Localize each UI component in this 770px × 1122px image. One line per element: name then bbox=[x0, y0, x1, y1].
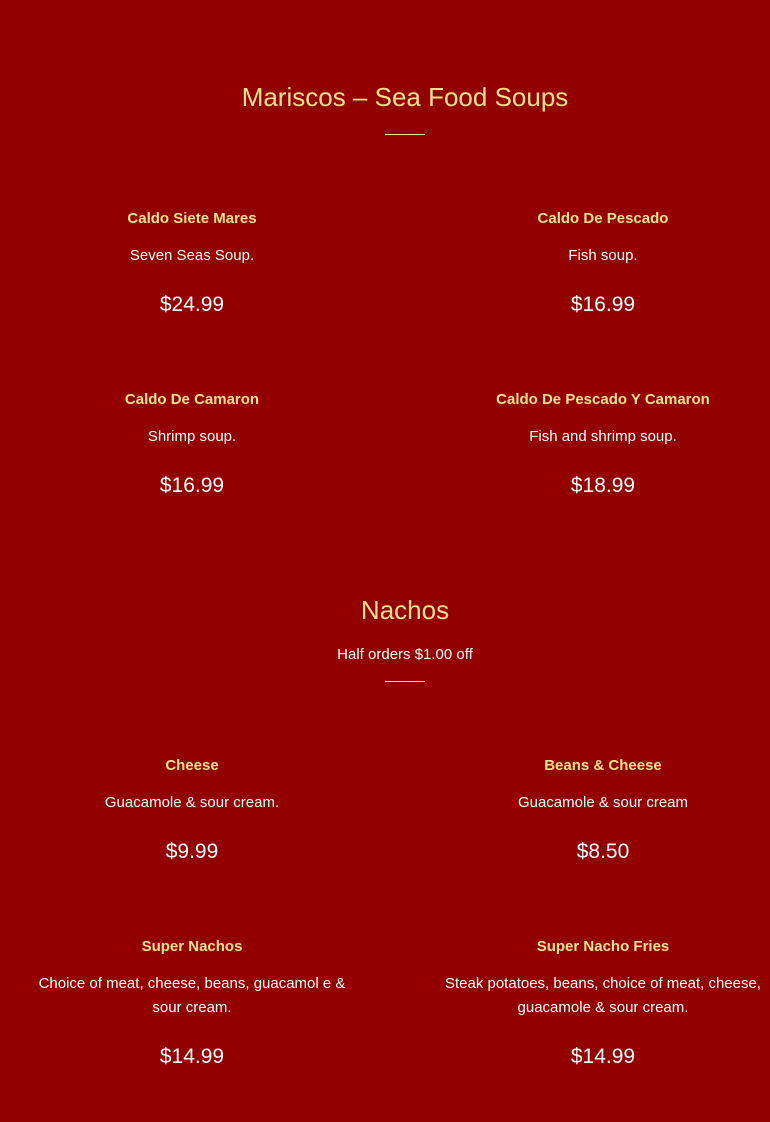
menu-item-description: Steak potatoes, beans, choice of meat, cheese, guacamole & sour cream. bbox=[444, 975, 762, 1016]
menu-item-price: $16.99 bbox=[570, 293, 636, 316]
menu-item-price: $14.99 bbox=[159, 1045, 225, 1068]
menu-item-caldo-de-pescado bbox=[438, 209, 768, 318]
menu-item-caldo-de-camaron bbox=[27, 390, 357, 499]
section-subtitle: Half orders $1.00 off bbox=[337, 646, 473, 663]
menu-item-cheese bbox=[27, 756, 357, 865]
menu-item-description: Choice of meat, cheese, beans, guacamol e & sour cream. bbox=[38, 975, 346, 1016]
menu-item-name: Caldo De Camaron bbox=[124, 391, 260, 408]
menu-item-name: Super Nachos bbox=[141, 938, 243, 955]
menu-item-description: Guacamole & sour cream. bbox=[104, 794, 280, 811]
menu-item-description: Seven Seas Soup. bbox=[129, 247, 255, 264]
section-title-nachos: Nachos bbox=[360, 595, 450, 625]
menu-item-price: $16.99 bbox=[159, 474, 225, 497]
menu-item-price: $14.99 bbox=[570, 1045, 636, 1068]
menu-item-name: Super Nacho Fries bbox=[536, 938, 670, 955]
section-title-mariscos: Mariscos – Sea Food Soups bbox=[241, 82, 569, 112]
section-divider bbox=[385, 134, 425, 135]
menu-item-beans-and-cheese bbox=[438, 756, 768, 865]
menu-item-price: $8.50 bbox=[576, 840, 630, 863]
menu-item-name: Caldo De Pescado Y Camaron bbox=[496, 391, 710, 408]
menu-item-name: Caldo De Pescado bbox=[537, 210, 669, 227]
menu-item-price: $18.99 bbox=[570, 474, 636, 497]
menu-item-caldo-siete-mares bbox=[27, 209, 357, 318]
menu-item-description: Guacamole & sour cream bbox=[517, 794, 689, 811]
menu-item-super-nachos bbox=[27, 937, 357, 1070]
menu-item-description: Fish soup. bbox=[568, 247, 638, 264]
menu-item-caldo-de-pescado-y-camaron bbox=[438, 390, 768, 499]
menu-item-description: Shrimp soup. bbox=[147, 428, 237, 445]
menu-item-price: $24.99 bbox=[159, 293, 225, 316]
menu-item-name: Beans & Cheese bbox=[544, 757, 662, 774]
menu-item-name: Caldo Siete Mares bbox=[127, 210, 257, 227]
menu-item-price: $9.99 bbox=[165, 840, 219, 863]
menu-item-description: Fish and shrimp soup. bbox=[529, 428, 677, 445]
menu-item-name: Cheese bbox=[165, 757, 219, 774]
menu-item-super-nacho-fries bbox=[438, 937, 768, 1070]
section-divider bbox=[385, 681, 425, 682]
